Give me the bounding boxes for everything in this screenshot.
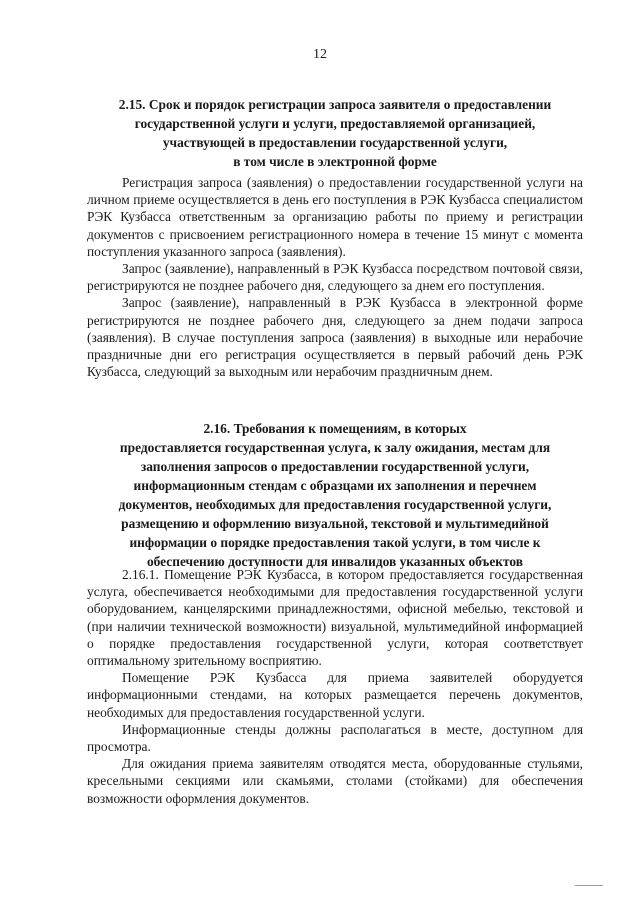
- page-number: 12: [313, 47, 327, 62]
- heading-line: обеспечению доступности для инвалидов указанных объектов: [146, 554, 524, 569]
- heading-line: предоставляется государственная услуга, к залу ожидания, местам для: [119, 440, 551, 455]
- heading-line: информации о порядке предоставления такой услуги, в том числе к: [129, 535, 541, 550]
- paragraph: Для ожидания приема заявителям отводятся места, оборудованные стульями, кресельными секциями или скамьями, столами (стойками) для обеспечения возможности оформления документов.: [87, 756, 583, 806]
- paragraph: Запрос (заявление), направленный в РЭК Кузбасса в электронной форме регистрируются не позднее рабочего дня, следующего за днем подачи запроса (заявления). В случае поступления запроса (заявления) в выходные или нерабочие праздничные дни его регистрация осуществляется в первый рабочий день РЭК Кузбасса, следующий за выходным или нерабочим праздничным днем.: [87, 295, 583, 380]
- heading-line: заполнения запросов о предоставлении государственной услуги,: [140, 459, 530, 474]
- paragraph: Регистрация запроса (заявления) о предоставлении государственной услуги на личном приеме осуществляется в день его поступления в РЭК Кузбасса специалистом РЭК Кузбасса ответственным за организацию работы по приему и регистрации документов с присвоением регистрационного номера в течение 15 минут с момента поступления указанного запроса (заявления).: [87, 175, 583, 259]
- section-body-2-16: [87, 566, 583, 807]
- heading-line: в том числе в электронной форме: [233, 154, 437, 169]
- paragraph: Информационные стенды должны располагаться в месте, доступном для просмотра.: [87, 721, 583, 755]
- heading-line: информационным стендам с образцами их заполнения и перечнем: [133, 478, 537, 493]
- heading-line: документов, необходимых для предоставления государственной услуги,: [118, 497, 552, 512]
- paragraph: Помещение РЭК Кузбасса для приема заявителей оборудуется информационными стендами, на которых размещается перечень документов, необходимых для предоставления государственной услуги.: [87, 670, 583, 720]
- heading-line: размещению и оформлению визуальной, текстовой и мультимедийной: [121, 516, 549, 531]
- section-heading-2-16: [80, 419, 590, 571]
- scan-artifact-mark: [575, 885, 603, 886]
- section-body-2-15: [87, 174, 583, 380]
- heading-line: участвующей в предоставлении государственной услуги,: [162, 135, 508, 150]
- section-heading-2-15: [80, 95, 590, 171]
- heading-line: 2.16. Требования к помещениям, в которых: [203, 421, 467, 436]
- heading-line: государственной услуги и услуги, предоставляемой организацией,: [134, 116, 536, 131]
- heading-line: 2.15. Срок и порядок регистрации запроса заявителя о предоставлении: [118, 97, 552, 112]
- paragraph: 2.16.1. Помещение РЭК Кузбасса, в котором предоставляется государственная услуга, обеспечивается необходимыми для предоставления государственной услуги оборудованием, канцелярскими принадлежностями, офисной мебелью, текстовой и (при наличии технической возможности) визуальной, мультимедийной информацией о порядке предоставления государственной услуги, которая соответствует оптимальному зрительному восприятию.: [87, 567, 583, 669]
- paragraph: Запрос (заявление), направленный в РЭК Кузбасса посредством почтовой связи, регистрируются не позднее рабочего дня, следующего за днем его поступления.: [87, 261, 583, 294]
